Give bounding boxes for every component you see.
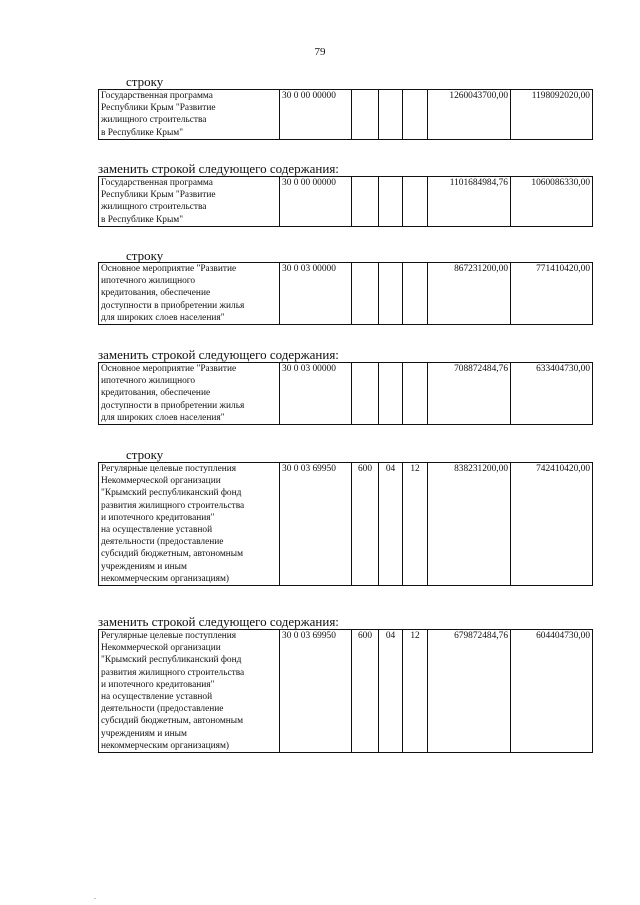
name-line: субсидий бюджетным, автономным xyxy=(101,549,244,560)
budget-table xyxy=(98,262,593,325)
section-code xyxy=(379,177,403,227)
table-row xyxy=(99,363,593,425)
target-code: 30 0 03 00000 xyxy=(280,263,352,325)
caption-row: строку xyxy=(126,248,164,263)
caption-row: строку xyxy=(126,74,164,89)
name-line: Некоммерческой организации xyxy=(101,643,221,654)
caption-replace: заменить строкой следующего содержания: xyxy=(98,614,339,629)
amount-year-1: 867231200,00 xyxy=(428,263,511,325)
target-code: 30 0 00 00000 xyxy=(280,177,352,227)
subsection-code: 12 xyxy=(403,463,428,586)
page-number: 79 xyxy=(314,46,326,58)
name-line: на осуществление уставной xyxy=(101,692,213,703)
footer-mark: . xyxy=(94,892,96,901)
name-line: Регулярные целевые поступления xyxy=(101,631,237,641)
name-line: деятельности (предоставление xyxy=(101,537,224,548)
amount-year-2: 633404730,00 xyxy=(511,363,593,425)
subsection-code xyxy=(403,177,428,227)
expense-type xyxy=(352,363,379,425)
amount-year-1: 1260043700,00 xyxy=(428,90,511,140)
target-code: 30 0 03 00000 xyxy=(280,363,352,425)
name-line: Основное мероприятие "Развитие xyxy=(101,364,237,374)
row-name xyxy=(99,177,280,227)
expense-type: 600 xyxy=(352,463,379,586)
name-line: и ипотечного кредитования" xyxy=(101,679,215,690)
budget-table xyxy=(98,629,593,753)
expense-type xyxy=(352,263,379,325)
table-row xyxy=(99,263,593,325)
budget-table xyxy=(98,362,593,425)
budget-table xyxy=(98,89,593,140)
name-line: некоммерческим организациям) xyxy=(101,740,230,751)
name-line: учреждениям и иным xyxy=(101,561,187,572)
amount-year-2: 1198092020,00 xyxy=(511,90,593,140)
caption-replace: заменить строкой следующего содержания: xyxy=(98,347,339,362)
subsection-code xyxy=(403,363,428,425)
table-row xyxy=(99,630,593,753)
row-name xyxy=(99,363,280,425)
section-code: 04 xyxy=(379,630,403,753)
name-line: ипотечного жилищного xyxy=(101,276,196,287)
name-line: Государственная программа xyxy=(101,178,213,188)
row-name xyxy=(99,263,280,325)
amount-year-2: 604404730,00 xyxy=(511,630,593,753)
name-line: Государственная программа xyxy=(101,91,213,101)
table-row xyxy=(99,463,593,586)
amount-year-2: 742410420,00 xyxy=(511,463,593,586)
subsection-code xyxy=(403,90,428,140)
subsection-code xyxy=(403,263,428,325)
name-line: Основное мероприятие "Развитие xyxy=(101,264,237,274)
name-line: Республики Крым "Развитие xyxy=(101,103,216,114)
caption-row: строку xyxy=(126,447,164,462)
budget-table xyxy=(98,462,593,586)
name-line: Некоммерческой организации xyxy=(101,476,221,487)
row-name xyxy=(99,463,280,586)
section-code xyxy=(379,363,403,425)
name-line: учреждениям и иным xyxy=(101,728,187,739)
name-line: и ипотечного кредитования" xyxy=(101,512,215,523)
name-line: для широких слоев населения" xyxy=(101,312,225,323)
target-code: 30 0 03 69950 xyxy=(280,463,352,586)
name-line: в Республике Крым" xyxy=(101,214,184,225)
name-line: Республики Крым "Развитие xyxy=(101,190,216,201)
amount-year-1: 679872484,76 xyxy=(428,630,511,753)
name-line: в Республике Крым" xyxy=(101,127,184,138)
name-line: доступности в приобретении жилья xyxy=(101,400,245,411)
name-line: некоммерческим организациям) xyxy=(101,573,230,584)
table-row xyxy=(99,177,593,227)
target-code: 30 0 03 69950 xyxy=(280,630,352,753)
expense-type xyxy=(352,90,379,140)
amount-year-2: 1060086330,00 xyxy=(511,177,593,227)
name-line: кредитования, обеспечение xyxy=(101,388,211,399)
name-line: "Крымский республиканский фонд xyxy=(101,655,242,666)
caption-replace: заменить строкой следующего содержания: xyxy=(98,161,339,176)
row-name xyxy=(99,90,280,140)
section-code xyxy=(379,263,403,325)
amount-year-1: 708872484,76 xyxy=(428,363,511,425)
name-line: Регулярные целевые поступления xyxy=(101,464,237,474)
name-line: на осуществление уставной xyxy=(101,525,213,536)
amount-year-1: 838231200,00 xyxy=(428,463,511,586)
amount-year-1: 1101684984,76 xyxy=(428,177,511,227)
name-line: развития жилищного строительства xyxy=(101,667,245,678)
name-line: "Крымский республиканский фонд xyxy=(101,488,242,499)
name-line: жилищного строительства xyxy=(101,202,207,213)
target-code: 30 0 00 00000 xyxy=(280,90,352,140)
section-code xyxy=(379,90,403,140)
table-row xyxy=(99,90,593,140)
row-name xyxy=(99,630,280,753)
name-line: развития жилищного строительства xyxy=(101,500,245,511)
expense-type xyxy=(352,177,379,227)
name-line: доступности в приобретении жилья xyxy=(101,300,245,311)
name-line: деятельности (предоставление xyxy=(101,704,224,715)
budget-table xyxy=(98,176,593,227)
name-line: кредитования, обеспечение xyxy=(101,288,211,299)
section-code: 04 xyxy=(379,463,403,586)
amount-year-2: 771410420,00 xyxy=(511,263,593,325)
name-line: субсидий бюджетным, автономным xyxy=(101,716,244,727)
name-line: для широких слоев населения" xyxy=(101,412,225,423)
name-line: жилищного строительства xyxy=(101,115,207,126)
name-line: ипотечного жилищного xyxy=(101,376,196,387)
expense-type: 600 xyxy=(352,630,379,753)
subsection-code: 12 xyxy=(403,630,428,753)
